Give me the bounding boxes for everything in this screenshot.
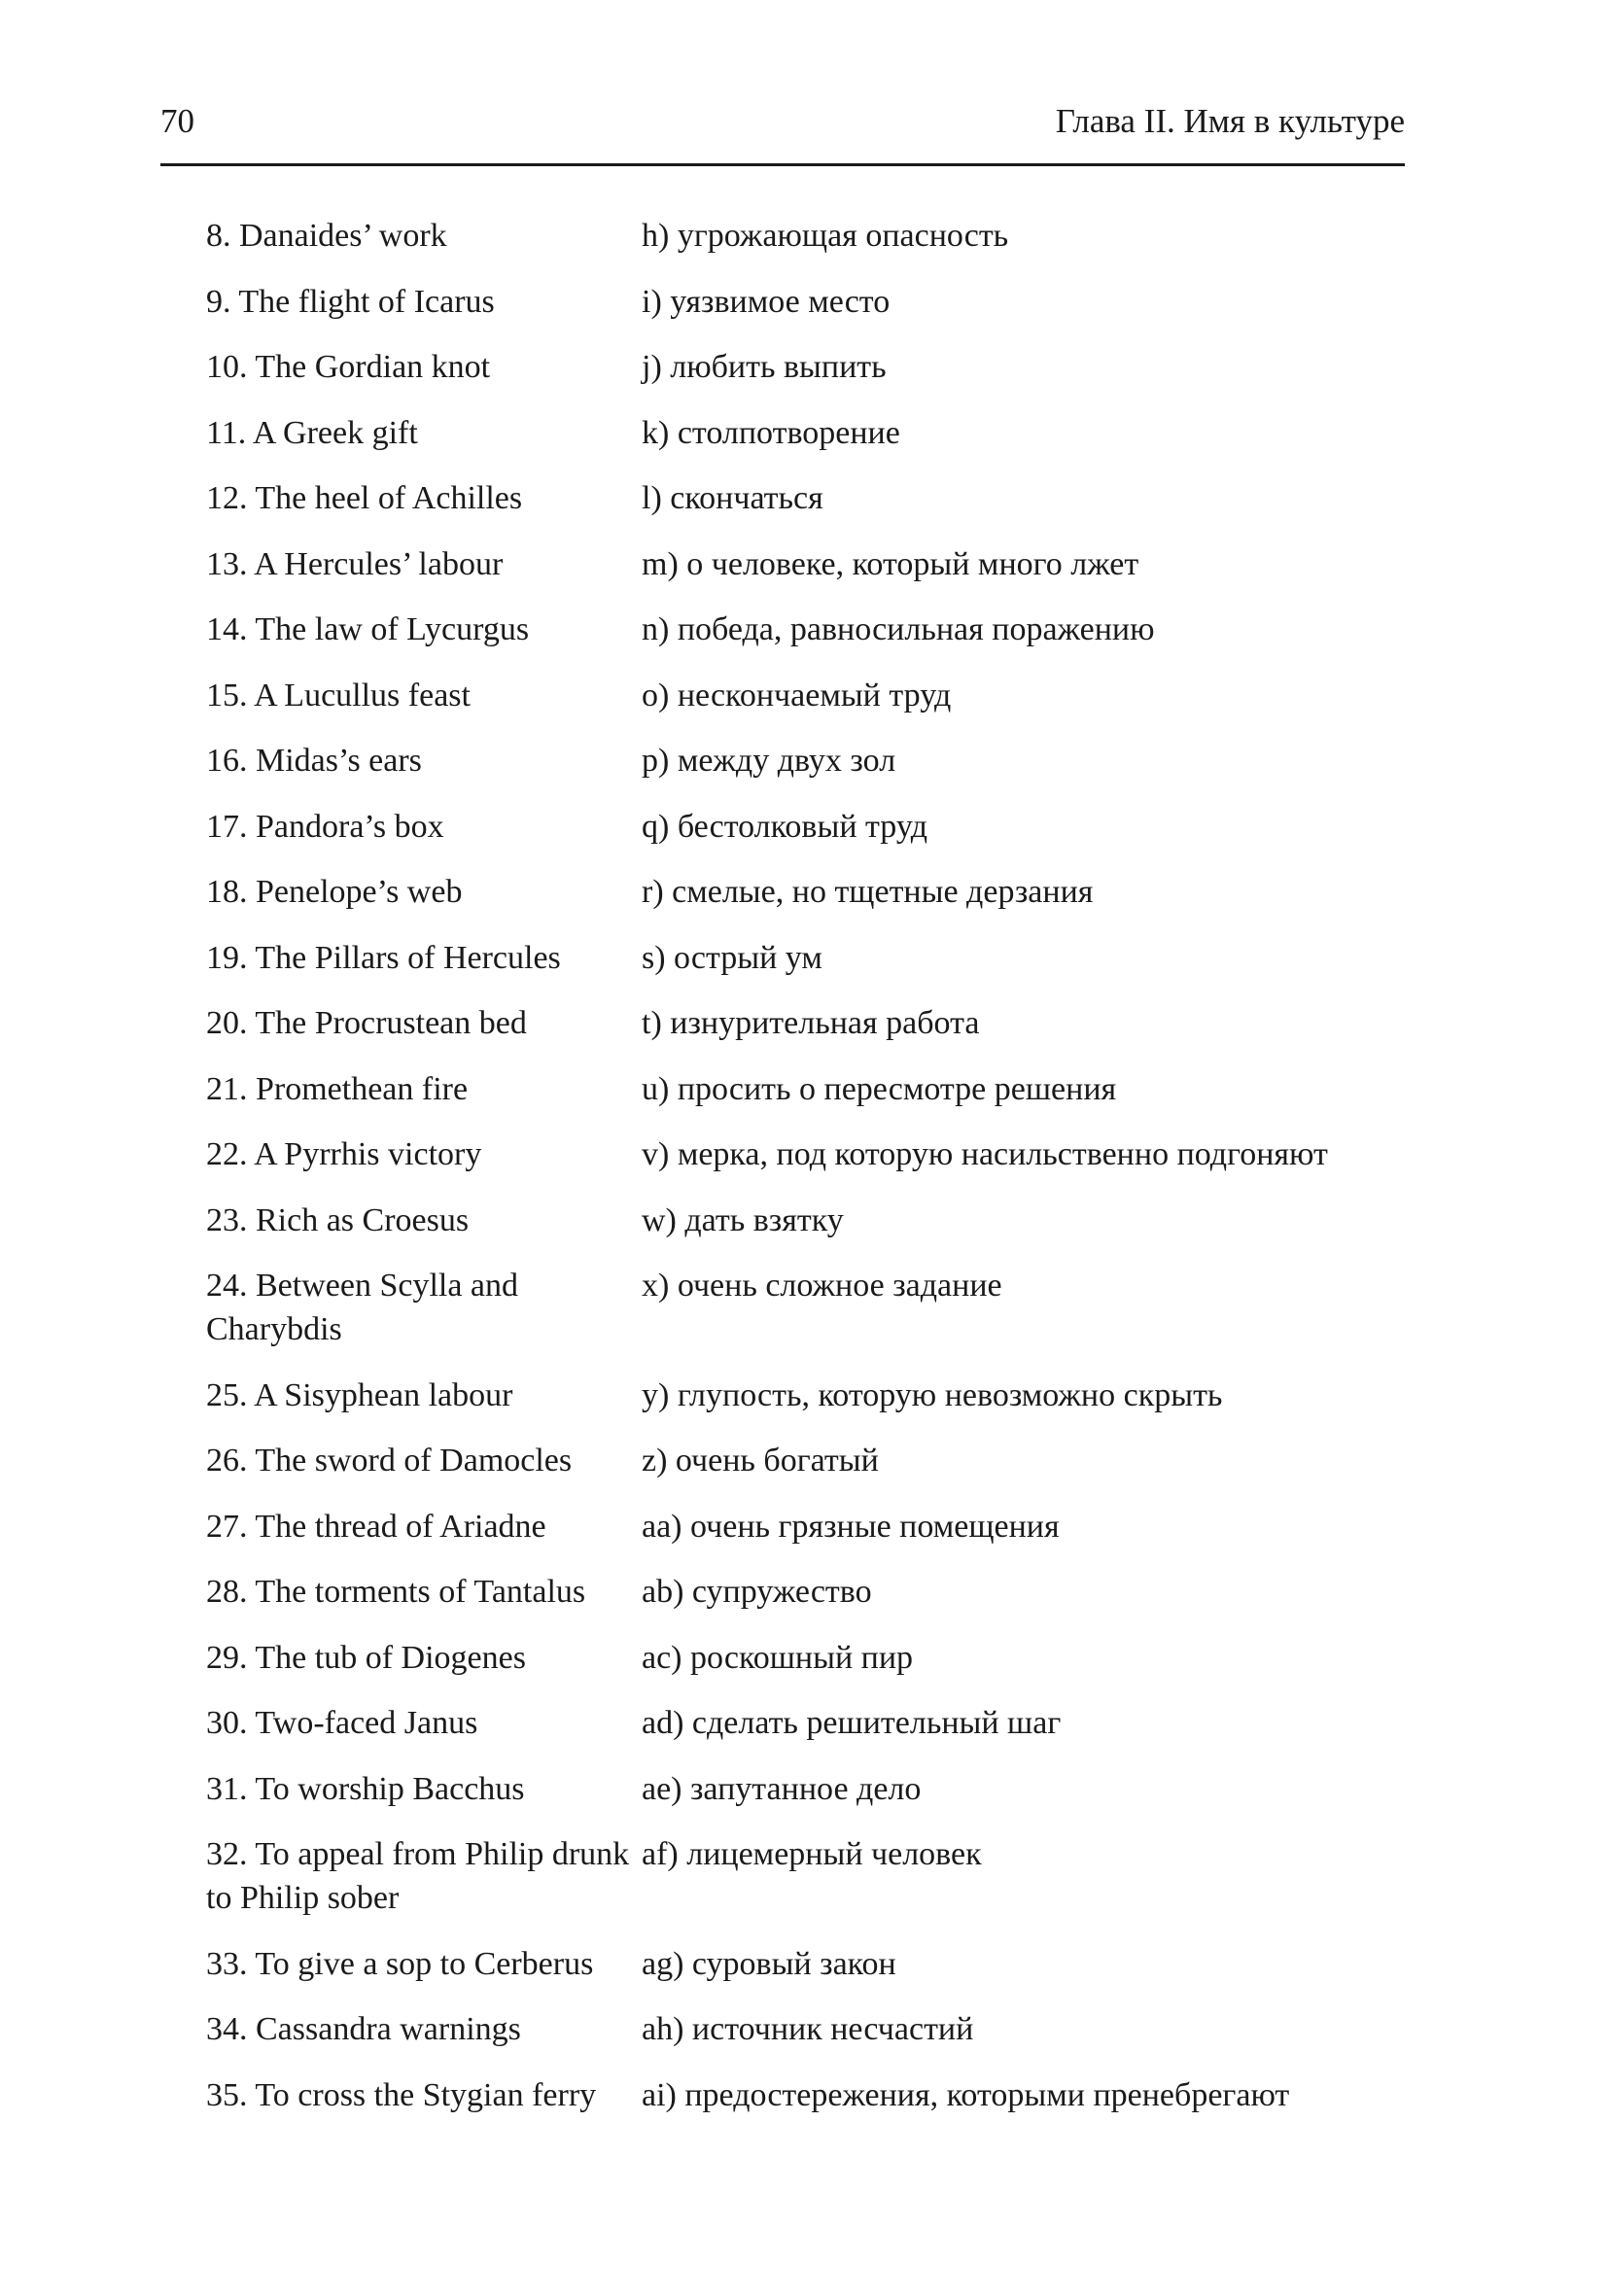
definition: af) лицемерный человек [642,1836,982,1872]
term: 21. Promethean fire [206,1070,469,1107]
term: 16. Midas’s ears [206,743,422,779]
term: 35. To cross the Stygian ferry [206,2076,597,2113]
term: 32. To appeal from Philip drunk to Philip sober [206,1836,630,1916]
term: 12. The heel of Achilles [206,480,523,516]
definition: ab) супружество [642,1574,872,1610]
match-row [206,739,1412,783]
definition: j) любить выпить [642,349,887,385]
term: 14. The law of Lycurgus [206,611,530,647]
match-row [206,1374,1412,1417]
term: 29. The tub of Diogenes [206,1639,526,1676]
page-number: 70 [160,102,194,140]
term: 28. The torments of Tantalus [206,1574,586,1610]
match-row [206,1264,1412,1351]
definition: n) победа, равносильная поражению [642,611,1155,647]
definition: k) столпотворение [642,414,900,451]
definition: t) изнурительная работа [642,1005,980,1041]
definition: ai) предостережения, которыми пренебрегают [642,2076,1290,2113]
term: 31. To worship Bacchus [206,1770,525,1807]
definition: ac) роскошный пир [642,1639,914,1676]
match-row [206,542,1412,586]
page-header [160,97,1405,166]
match-row [206,280,1412,324]
match-row [206,2073,1412,2117]
match-row [206,805,1412,849]
term: 30. Two-faced Janus [206,1705,478,1741]
definition: u) просить о пересмотре решения [642,1070,1117,1107]
match-row [206,1701,1412,1745]
chapter-title: Глава II. Имя в культуре [1055,102,1405,140]
match-row [206,674,1412,717]
definition: ae) запутанное дело [642,1770,922,1807]
match-row [206,345,1412,389]
definition: ah) источник несчастий [642,2011,974,2047]
match-row [206,1570,1412,1614]
term: 10. The Gordian knot [206,349,491,385]
definition: o) нескончаемый труд [642,677,952,713]
match-row [206,2007,1412,2051]
definition: x) очень сложное задание [642,1268,1002,1304]
match-row [206,1767,1412,1811]
definition: q) бестолковый труд [642,808,927,845]
term: 8. Danaides’ work [206,218,447,254]
match-row [206,936,1412,980]
definition: h) угрожающая опасность [642,218,1009,254]
definition: aa) очень грязные помещения [642,1508,1060,1545]
definition: ad) сделать решительный шаг [642,1705,1062,1741]
match-row [206,1001,1412,1045]
match-row [206,214,1412,258]
matching-exercise-list [206,214,1412,2139]
definition: m) о человеке, который много лжет [642,545,1139,582]
term: 22. A Pyrrhis victory [206,1136,482,1172]
match-row [206,1942,1412,1986]
match-row [206,1067,1412,1111]
match-row [206,1439,1412,1482]
term: 19. The Pillars of Hercules [206,939,561,976]
term: 11. A Greek gift [206,414,418,451]
term: 33. To give a sop to Cerberus [206,1945,594,1982]
definition: r) смелые, но тщетные дерзания [642,874,1094,910]
term: 15. A Lucullus feast [206,677,471,713]
term: 24. Between Scylla and Charybdis [206,1268,519,1347]
match-row [206,476,1412,520]
term: 27. The thread of Ariadne [206,1508,546,1545]
term: 25. A Sisyphean labour [206,1376,513,1413]
definition: s) острый ум [642,939,822,976]
term: 20. The Procrustean bed [206,1005,527,1041]
match-row [206,870,1412,914]
term: 34. Cassandra warnings [206,2011,521,2047]
match-row [206,608,1412,651]
match-row [206,1132,1412,1176]
definition: w) дать взятку [642,1201,844,1238]
term: 23. Rich as Croesus [206,1201,470,1238]
definition: y) глупость, которую невозможно скрыть [642,1376,1223,1413]
definition: p) между двух зол [642,743,896,779]
term: 13. A Hercules’ labour [206,545,504,582]
match-row [206,1832,1412,1920]
term: 17. Pandora’s box [206,808,444,845]
match-row [206,1199,1412,1242]
match-row [206,1505,1412,1548]
term: 18. Penelope’s web [206,874,463,910]
definition: v) мерка, под которую насильственно подгоняют [642,1136,1328,1172]
term: 9. The flight of Icarus [206,283,495,320]
term: 26. The sword of Damocles [206,1443,573,1478]
match-row [206,411,1412,455]
match-row [206,1636,1412,1680]
definition: ag) суровый закон [642,1945,896,1982]
definition: l) скончаться [642,480,823,516]
definition: z) очень богатый [642,1443,879,1478]
definition: i) уязвимое место [642,283,891,320]
